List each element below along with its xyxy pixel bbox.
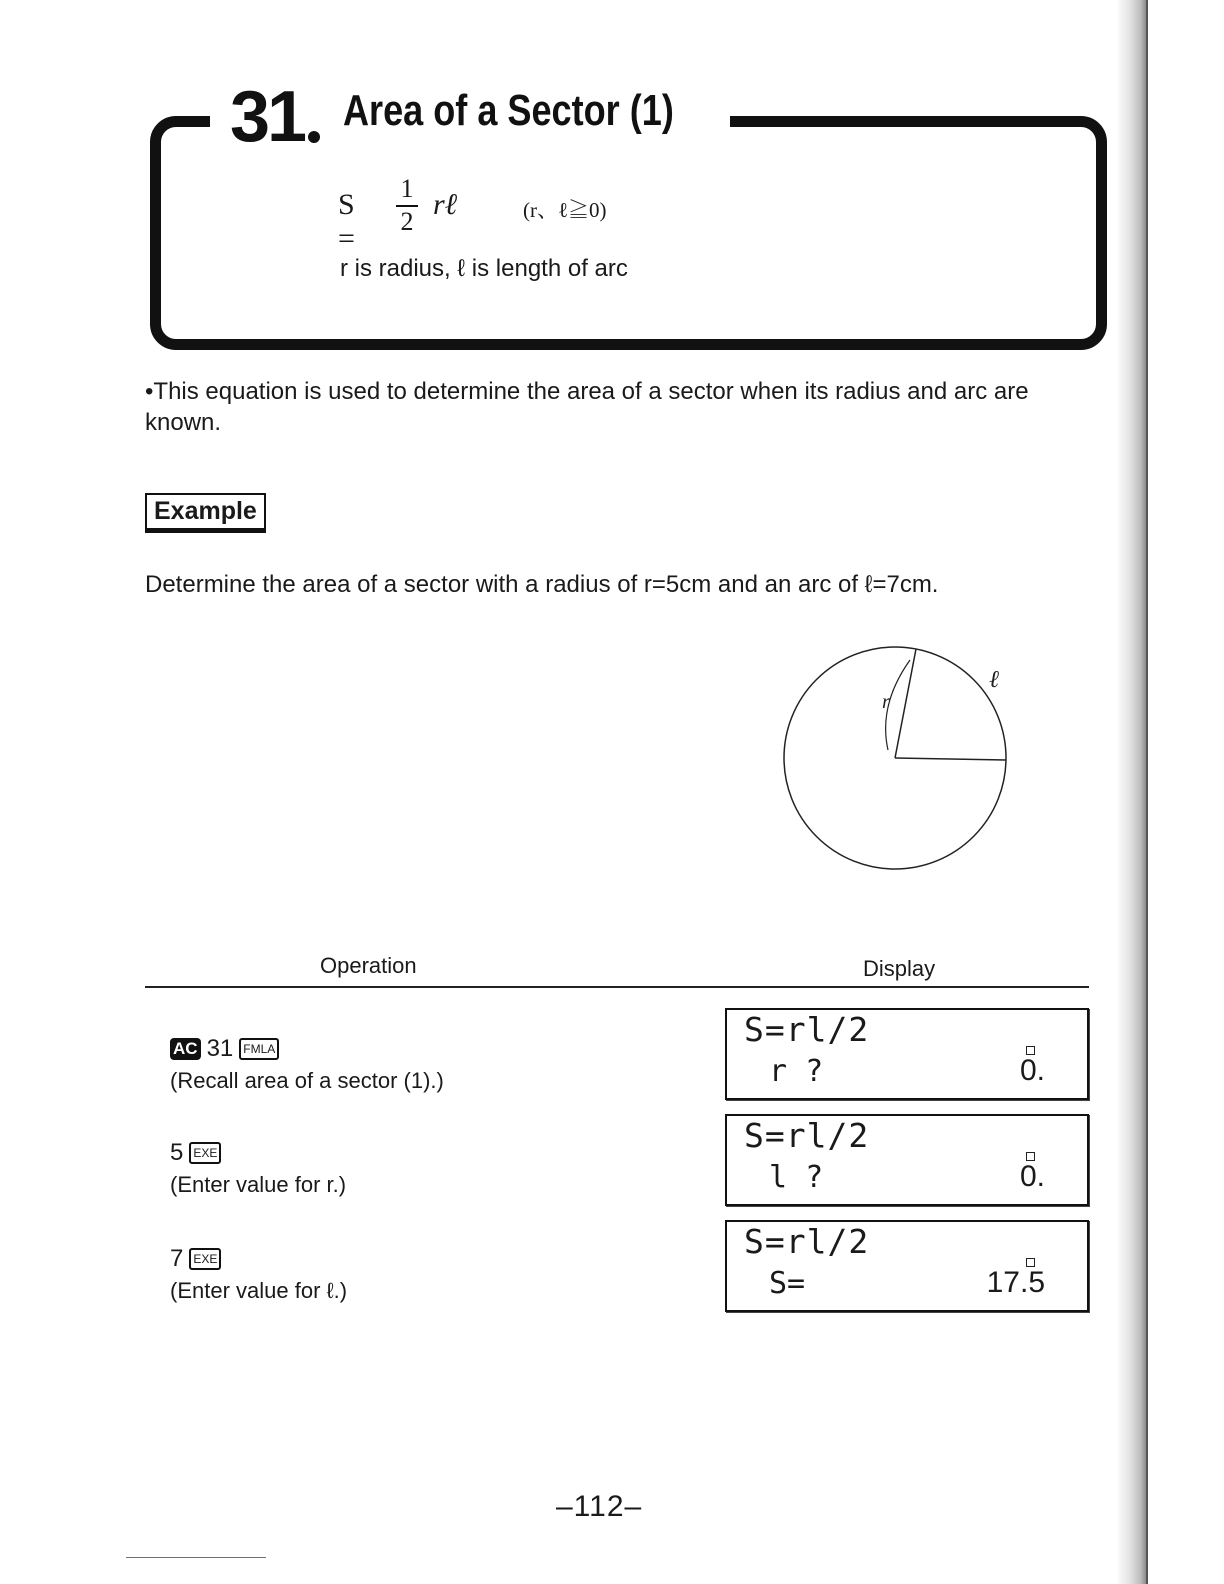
table-rule: [145, 986, 1089, 988]
step-3-operation: [170, 1244, 347, 1304]
section-number: 31: [230, 77, 305, 157]
step-3-display-formula: S=rl/2: [744, 1222, 870, 1261]
step-2-display-prompt: l ?: [769, 1160, 824, 1195]
footer-line: [126, 1557, 266, 1558]
section-number-dot: [308, 131, 320, 143]
radius-label: r: [882, 691, 890, 713]
fraction-denominator: 2: [400, 207, 414, 236]
step-2-number-input: 5: [170, 1139, 184, 1166]
intro-paragraph: •This equation is used to determine the area of a sector when its radius and arc are known.: [145, 378, 1029, 436]
formula-variables: rℓ: [433, 188, 458, 221]
formula-lhs: S =: [338, 188, 355, 255]
step-1-display-prompt: r ?: [769, 1054, 824, 1089]
step-2-operation: [170, 1138, 346, 1198]
step-3-display: [725, 1220, 1089, 1312]
formula-fraction: [396, 176, 418, 235]
fraction-numerator: 1: [400, 174, 414, 203]
step-3-number-input: 7: [170, 1245, 184, 1272]
step-2-display-formula: S=rl/2: [744, 1116, 870, 1155]
step-3-keys: [170, 1244, 347, 1274]
formula-condition: (r、ℓ≧0): [523, 198, 607, 222]
section-title: Area of a Sector (1): [343, 86, 674, 135]
step-2-display: [725, 1114, 1089, 1206]
sector-diagram: [760, 630, 1040, 890]
problem-statement: Determine the area of a sector with a radius of r=5cm and an arc of ℓ=7cm.: [145, 571, 939, 598]
binding-line: [1146, 0, 1148, 1584]
step-3-note: (Enter value for ℓ.): [170, 1278, 348, 1303]
fmla-key: FMLA: [239, 1038, 279, 1060]
step-2-display-value: 0.: [1019, 1160, 1045, 1193]
example-label: Example: [145, 493, 266, 533]
step-2-note: (Enter value for r.): [170, 1172, 347, 1197]
radius-line-1: [895, 649, 916, 758]
step-1-operation: [170, 1034, 444, 1094]
step-3-display-value: 17.5: [986, 1266, 1045, 1299]
step-1-display: [725, 1008, 1089, 1100]
exe-key: EXE: [189, 1248, 221, 1270]
operation-header: Operation: [320, 953, 417, 978]
step-1-display-formula: S=rl/2: [744, 1010, 870, 1049]
step-2-keys: [170, 1138, 346, 1168]
display-header: Display: [863, 956, 936, 981]
step-3-display-result-label: S=: [769, 1266, 806, 1301]
formula-description: r is radius, ℓ is length of arc: [340, 255, 628, 282]
step-1-number-input: 31: [206, 1035, 234, 1062]
arc-label: ℓ: [989, 667, 999, 693]
ac-key: AC: [170, 1038, 201, 1060]
step-1-note: (Recall area of a sector (1).): [170, 1068, 444, 1093]
radius-line-2: [895, 758, 1006, 760]
step-1-keys: [170, 1034, 444, 1064]
page-binding-edge: [1118, 0, 1148, 1584]
exe-key: EXE: [189, 1142, 221, 1164]
step-1-display-value: 0.: [1019, 1054, 1045, 1087]
page-number: –112–: [556, 1490, 643, 1523]
